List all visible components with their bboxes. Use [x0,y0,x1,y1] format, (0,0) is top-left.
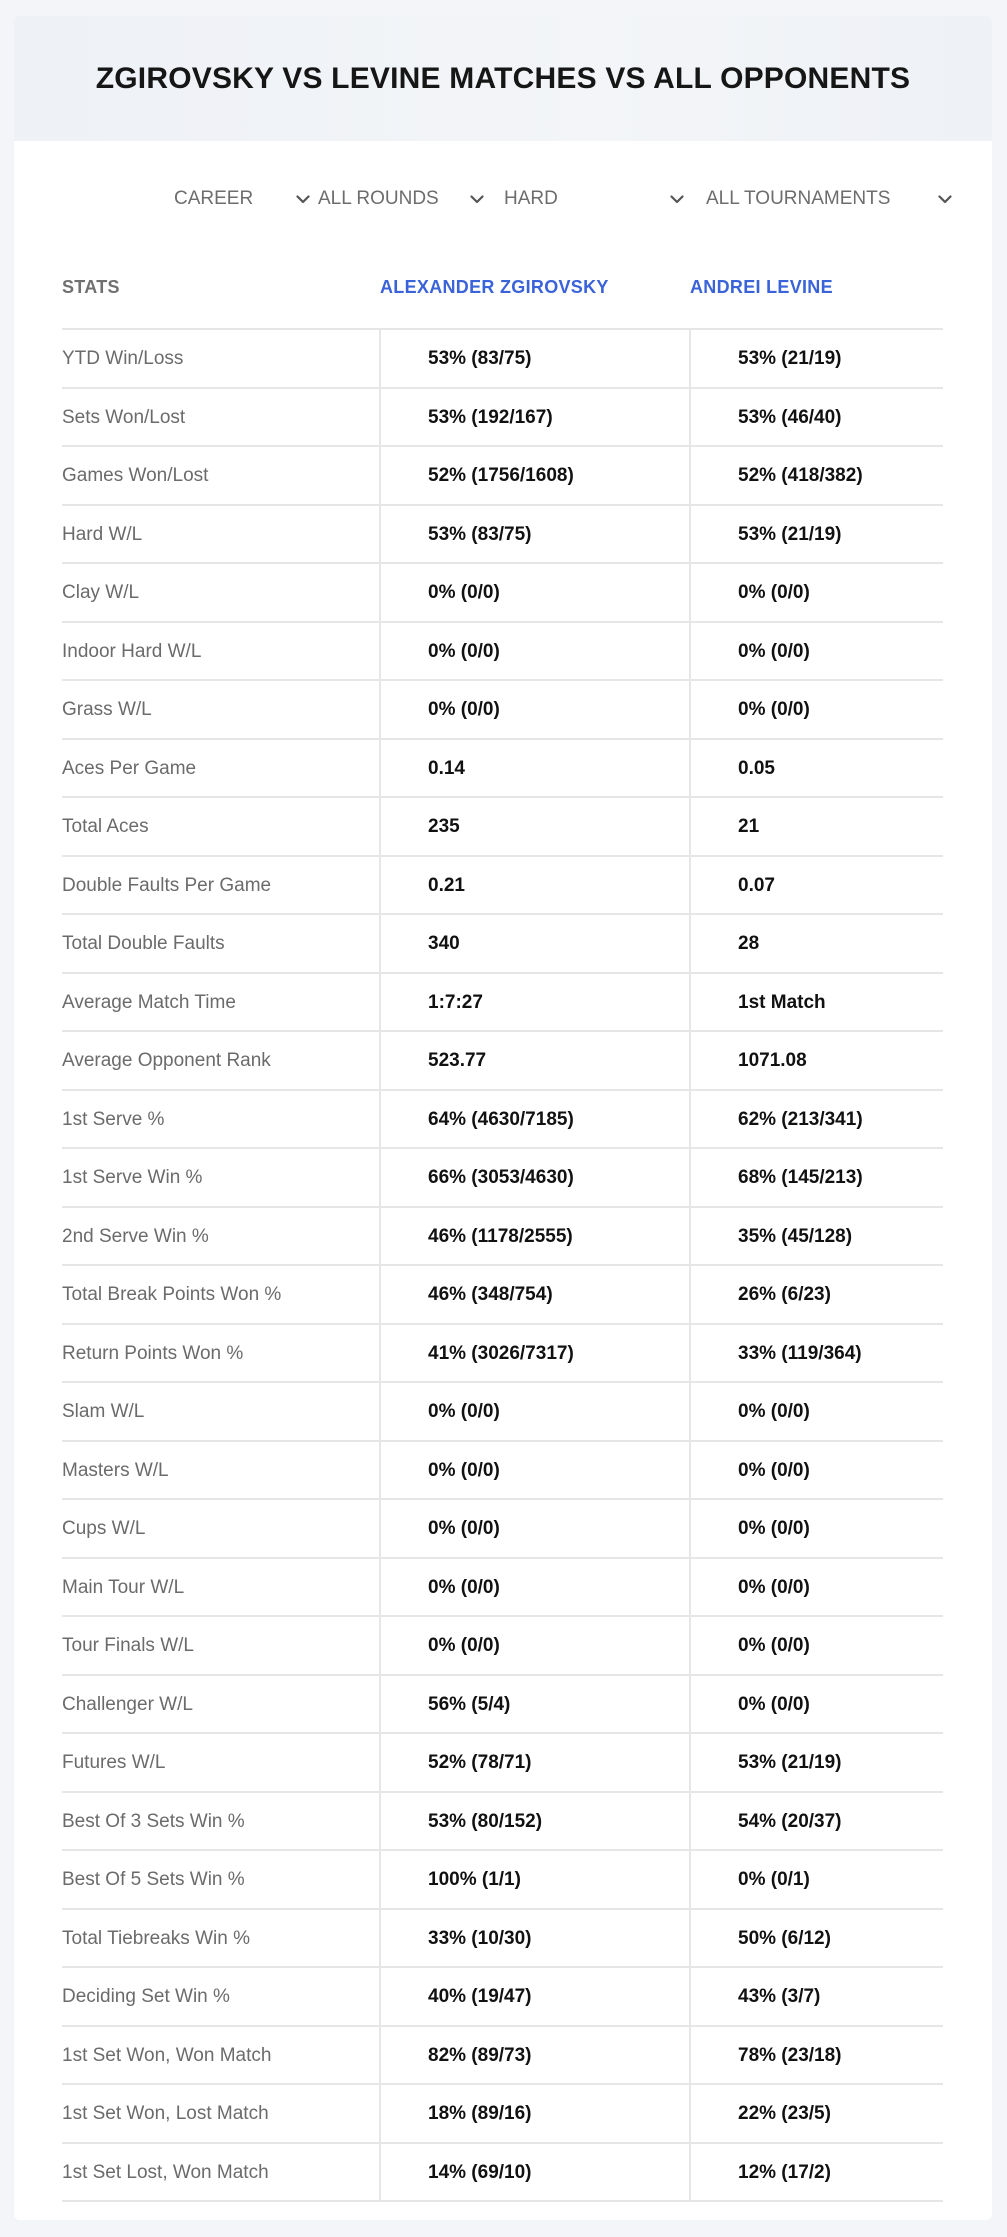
stat-label: Masters W/L [62,1459,169,1481]
stats-table [62,246,943,2202]
table-row [62,2085,943,2144]
column-divider [689,1910,691,1967]
column-divider [379,798,381,855]
table-row [62,1910,943,1969]
player1-value: 14% (69/10) [428,2161,532,2183]
table-row [62,974,943,1033]
column-divider [379,1091,381,1148]
surface-select-value: HARD [504,188,558,209]
column-divider [379,1266,381,1323]
column-divider [689,506,691,563]
player1-value: 53% (83/75) [428,348,532,369]
column-divider [379,2144,381,2201]
player2-value: 21 [738,816,760,837]
column-divider [689,1968,691,2025]
column-divider [689,1208,691,1265]
table-row [62,1676,943,1735]
chevron-down-icon [936,190,954,208]
column-divider [379,681,381,738]
player1-value: 46% (1178/2555) [428,1225,573,1247]
column-divider [689,2085,691,2142]
stat-label: Grass W/L [62,699,152,720]
stats-card [14,16,992,2220]
column-divider [689,1676,691,1733]
table-row [62,389,943,448]
table-row [62,1851,943,1910]
page-title: ZGIROVSKY VS LEVINE MATCHES VS ALL OPPONENTS [95,61,911,95]
stat-label: Best Of 3 Sets Win % [62,1810,245,1832]
player2-value: 22% (23/5) [738,2103,831,2124]
column-divider [379,2085,381,2142]
player2-value: 54% (20/37) [738,1810,842,1832]
player1-value: 56% (5/4) [428,1693,511,1715]
column-divider [379,915,381,972]
column-divider [689,330,691,387]
player1-value: 40% (19/47) [428,1986,532,2007]
stat-label: Average Opponent Rank [62,1050,271,1071]
stat-label: 2nd Serve Win % [62,1225,209,1247]
column-divider [689,857,691,914]
stat-label: Challenger W/L [62,1693,193,1715]
table-row [62,2144,943,2203]
player1-value: 46% (348/754) [428,1284,553,1305]
column-divider [379,740,381,797]
player2-value: 62% (213/341) [738,1108,863,1130]
stat-label: 1st Set Won, Won Match [62,2044,272,2066]
player2-value: 78% (23/18) [738,2044,842,2066]
player2-value: 50% (6/12) [738,1927,831,1949]
card-header [14,16,992,141]
column-divider [379,1676,381,1733]
player1-value: 33% (10/30) [428,1927,532,1949]
player2-value: 1st Match [738,991,826,1013]
stat-label: Slam W/L [62,1401,145,1422]
player2-value: 43% (3/7) [738,1986,821,2007]
table-row [62,1500,943,1559]
player1-value: 53% (80/152) [428,1810,543,1832]
player1-value: 0% (0/0) [428,582,500,603]
chevron-down-icon [294,190,312,208]
career-select-value: CAREER [174,188,254,209]
player2-value: 0% (0/0) [738,699,810,720]
player1-value: 523.77 [428,1050,487,1071]
stat-label: Hard W/L [62,523,143,545]
player1-link[interactable]: ALEXANDER ZGIROVSKY [380,276,609,297]
player1-value: 52% (1756/1608) [428,465,574,486]
stat-label: Total Double Faults [62,933,225,954]
stat-label: Tour Finals W/L [62,1635,194,1656]
tournaments-select[interactable] [706,178,954,220]
player2-value: 35% (45/128) [738,1225,853,1247]
player1-value: 41% (3026/7317) [428,1342,574,1364]
stat-label: Deciding Set Win % [62,1986,230,2007]
player2-value: 1071.08 [738,1050,807,1071]
player2-value: 0% (0/0) [738,1635,810,1656]
player1-value: 0% (0/0) [428,1459,500,1481]
player2-value: 0.05 [738,757,775,779]
player1-value: 0.14 [428,757,465,779]
stat-label: Indoor Hard W/L [62,640,202,662]
table-row [62,915,943,974]
career-select[interactable] [174,178,312,220]
stat-label: Games Won/Lost [62,465,209,486]
column-divider [689,1149,691,1206]
player2-value: 0% (0/0) [738,582,810,603]
column-divider [689,681,691,738]
column-divider [379,1032,381,1089]
chevron-down-icon [468,190,486,208]
column-divider [689,1851,691,1908]
table-row [62,857,943,916]
column-divider [379,1617,381,1674]
tournaments-select-value: ALL TOURNAMENTS [706,188,891,209]
player1-value: 0.21 [428,874,465,896]
table-row [62,798,943,857]
table-row [62,1383,943,1442]
column-divider [689,2027,691,2084]
table-row [62,740,943,799]
column-divider [379,623,381,680]
column-divider [689,1442,691,1499]
stat-label: Main Tour W/L [62,1576,185,1598]
player1-value: 53% (192/167) [428,406,553,428]
player2-value: 0% (0/0) [738,640,810,662]
stat-label: Best Of 5 Sets Win % [62,1869,245,1890]
column-divider [689,1383,691,1440]
column-divider [689,1793,691,1850]
table-row [62,1442,943,1501]
player1-value: 0% (0/0) [428,1401,500,1422]
column-divider [689,1734,691,1791]
stat-label: YTD Win/Loss [62,348,184,369]
column-divider [379,447,381,504]
column-divider [689,740,691,797]
table-row [62,1734,943,1793]
column-divider [689,974,691,1031]
chevron-down-icon [668,190,686,208]
player2-value: 53% (21/19) [738,348,842,369]
player2-link[interactable]: ANDREI LEVINE [690,276,833,297]
player1-value: 0% (0/0) [428,1518,500,1539]
player2-value: 0% (0/1) [738,1869,810,1890]
stats-column-header: STATS [62,276,120,297]
column-divider [689,389,691,446]
column-divider [379,1793,381,1850]
column-divider [689,798,691,855]
stat-label: Average Match Time [62,991,236,1013]
stat-label: 1st Set Won, Lost Match [62,2103,269,2124]
stat-label: Cups W/L [62,1518,146,1539]
rounds-select-value: ALL ROUNDS [318,188,439,209]
player2-value: 33% (119/364) [738,1342,862,1364]
player2-value: 0% (0/0) [738,1459,810,1481]
table-row [62,1968,943,2027]
rounds-select[interactable] [318,178,486,220]
table-row [62,1091,943,1150]
player1-value: 235 [428,816,460,837]
column-divider [379,1851,381,1908]
player2-value: 52% (418/382) [738,465,863,486]
column-divider [379,1734,381,1791]
column-divider [689,447,691,504]
column-divider [689,2144,691,2201]
surface-select[interactable] [504,178,686,220]
stat-label: 1st Serve Win % [62,1167,203,1188]
player2-value: 12% (17/2) [738,2161,831,2183]
column-divider [379,1968,381,2025]
column-divider [379,1559,381,1616]
player1-value: 18% (89/16) [428,2103,532,2124]
player1-value: 1:7:27 [428,991,483,1013]
table-row [62,330,943,389]
player2-value: 0% (0/0) [738,1518,810,1539]
player1-value: 0% (0/0) [428,1635,500,1656]
column-divider [689,1032,691,1089]
stat-label: Sets Won/Lost [62,406,186,428]
table-row [62,1032,943,1091]
stat-label: Total Aces [62,816,149,837]
table-row [62,2027,943,2086]
table-row [62,1617,943,1676]
player2-value: 68% (145/213) [738,1167,863,1188]
stat-label: 1st Set Lost, Won Match [62,2161,269,2183]
column-divider [689,1266,691,1323]
player1-value: 0% (0/0) [428,699,500,720]
table-body [62,330,943,2202]
stat-label: Return Points Won % [62,1342,244,1364]
column-divider [379,389,381,446]
column-divider [689,1617,691,1674]
stat-label: Aces Per Game [62,757,197,779]
column-divider [379,1910,381,1967]
player2-value: 0% (0/0) [738,1576,810,1598]
player1-value: 100% (1/1) [428,1869,521,1890]
player2-value: 53% (46/40) [738,406,842,428]
column-divider [379,1325,381,1382]
stat-label: 1st Serve % [62,1108,165,1130]
table-row [62,1793,943,1852]
player1-value: 53% (83/75) [428,523,532,545]
table-row [62,1149,943,1208]
table-row [62,681,943,740]
player2-value: 0% (0/0) [738,1693,810,1715]
column-divider [689,1091,691,1148]
table-row [62,1208,943,1267]
column-divider [689,564,691,621]
table-header [62,246,943,330]
column-divider [379,857,381,914]
column-divider [379,1442,381,1499]
column-divider [379,330,381,387]
column-divider [689,1500,691,1557]
player1-value: 52% (78/71) [428,1752,532,1773]
stat-label: Clay W/L [62,582,140,603]
table-row [62,564,943,623]
player2-value: 26% (6/23) [738,1284,831,1305]
column-divider [379,1500,381,1557]
player1-value: 0% (0/0) [428,640,500,662]
stat-label: Futures W/L [62,1752,166,1773]
player2-value: 53% (21/19) [738,1752,842,1773]
table-row [62,623,943,682]
table-row [62,1559,943,1618]
column-divider [379,974,381,1031]
player2-value: 28 [738,933,760,954]
column-divider [379,1149,381,1206]
player1-value: 66% (3053/4630) [428,1167,574,1188]
table-row [62,1266,943,1325]
stat-label: Double Faults Per Game [62,874,272,896]
player2-value: 0.07 [738,874,775,896]
stat-label: Total Break Points Won % [62,1284,282,1305]
column-divider [689,623,691,680]
column-divider [379,564,381,621]
player1-value: 0% (0/0) [428,1576,500,1598]
player1-value: 82% (89/73) [428,2044,532,2066]
column-divider [689,1325,691,1382]
table-row [62,1325,943,1384]
column-divider [689,915,691,972]
table-row [62,447,943,506]
column-divider [379,1383,381,1440]
player2-value: 0% (0/0) [738,1401,810,1422]
column-divider [379,2027,381,2084]
column-divider [379,1208,381,1265]
player1-value: 64% (4630/7185) [428,1108,574,1130]
table-row [62,506,943,565]
player2-value: 53% (21/19) [738,523,842,545]
stat-label: Total Tiebreaks Win % [62,1927,250,1949]
player1-value: 340 [428,933,460,954]
column-divider [379,506,381,563]
column-divider [689,1559,691,1616]
filter-bar [14,178,992,220]
